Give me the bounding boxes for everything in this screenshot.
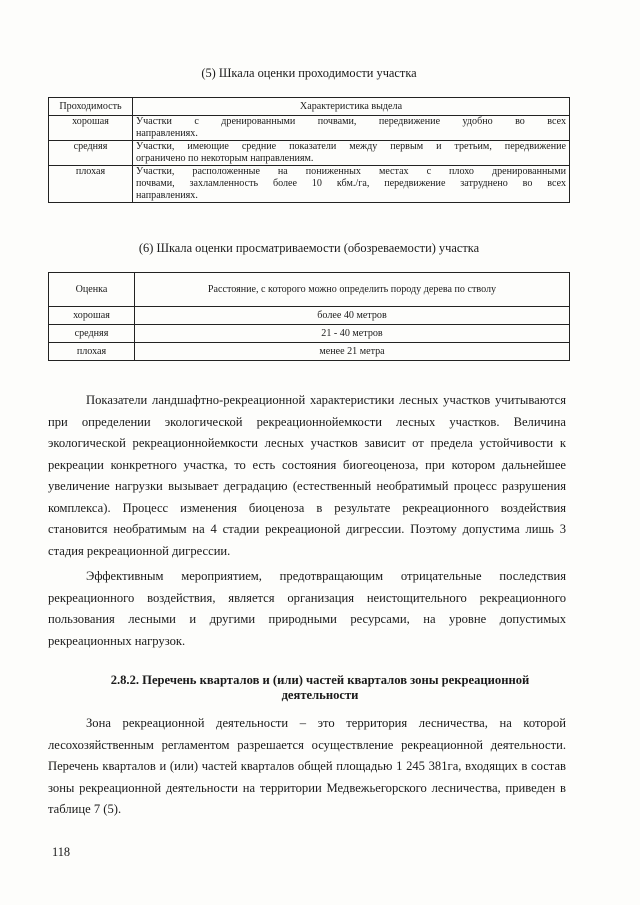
distance-cell: 21 - 40 метров — [135, 325, 570, 343]
column-header: Проходимость — [49, 98, 133, 116]
section-heading: 2.8.2. Перечень кварталов и (или) частей кварталов зоны рекреационной деятельности — [110, 673, 530, 702]
table-row — [49, 141, 570, 166]
table-header-row — [49, 98, 570, 116]
description-line: Участки, расположенные на пониженных местах с плохо дренированными — [136, 166, 566, 177]
description-line: Участки с дренированными почвами, передвижение удобно во всех — [136, 116, 566, 127]
grade-cell: средняя — [49, 325, 135, 343]
grade-cell: плохая — [49, 343, 135, 361]
description-cell — [133, 141, 570, 166]
table-row — [49, 166, 570, 203]
page-number: 118 — [52, 845, 71, 859]
description-line: ограничено по некоторым направлениям. — [136, 153, 314, 164]
description-cell — [133, 166, 570, 203]
table-row — [49, 325, 570, 343]
description-line: почвами, захламленность более 10 кбм./га, передвижение затруднено во всех — [136, 178, 566, 189]
body-paragraph: Эффективным мероприятием, предотвращающим отрицательные последствия рекреационного воздействия, является организация неистощительного рекреационного пользования лесными и другими природными ресурсами, на уровне допустимых рекреационных нагрузок. — [48, 569, 566, 648]
body-paragraph: Показатели ландшафтно-рекреационной характеристики лесных участков учитываются при определении экологической рекреационнойемкости лесных участков. Величина экологической рекреационнойемкости лесных участков зависит от предела устойчивости к рекреации конкретного участка, то есть состояния биогеоценоза, при котором дальнейшее увеличение нагрузки вызывает деградацию (естественный необратимый процесс разрушения комплекса). Процесс изменения биоценоза в результате рекреационного воздействия становится необратимым на 4 стадии рекреационой дигрессии. Поэтому допустима лишь 3 стадия рекреационной дигрессии. — [48, 393, 566, 558]
table5-caption: (5) Шкала оценки проходимости участка — [201, 66, 417, 80]
grade-cell: хорошая — [49, 307, 135, 325]
grade-cell: хорошая — [49, 116, 133, 141]
body-paragraph: Зона рекреационной деятельности – это территория лесничества, на которой лесохозяйственным регламентом разрешается осуществление рекреационной деятельности. Перечень кварталов и (или) частей кварталов общей площадью 1 245 381га, входящих в состав зоны рекреационной деятельности на территории Медвежьегорского лесничества, приведен в таблице 7 (5). — [48, 716, 566, 816]
description-line: направлениях. — [136, 190, 198, 201]
column-header: Характеристика выдела — [133, 98, 570, 116]
grade-cell: плохая — [49, 166, 133, 203]
passability-table — [48, 97, 570, 203]
visibility-table — [48, 272, 570, 361]
grade-cell: средняя — [49, 141, 133, 166]
column-header: Оценка — [49, 273, 135, 307]
table-row — [49, 343, 570, 361]
table-header-row — [49, 273, 570, 307]
description-line: направлениях. — [136, 128, 198, 139]
description-cell — [133, 116, 570, 141]
column-header: Расстояние, с которого можно определить породу дерева по стволу — [135, 273, 570, 307]
table-row — [49, 307, 570, 325]
description-line: Участки, имеющие средние показатели между первым и третьим, передвижение — [136, 141, 566, 152]
table-row — [49, 116, 570, 141]
distance-cell: более 40 метров — [135, 307, 570, 325]
table6-caption: (6) Шкала оценки просматриваемости (обозреваемости) участка — [138, 241, 480, 255]
distance-cell: менее 21 метра — [135, 343, 570, 361]
